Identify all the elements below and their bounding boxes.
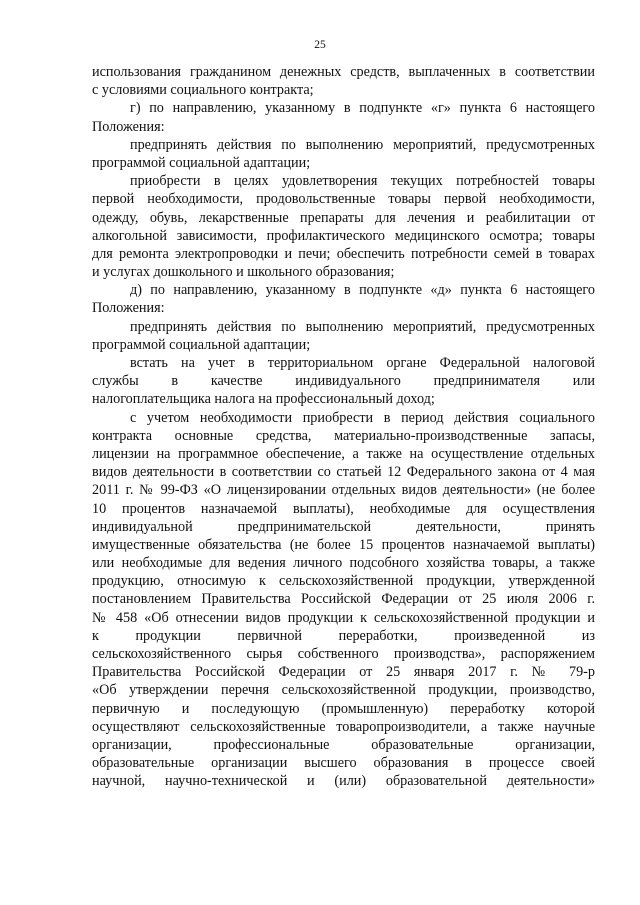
- document-body: [92, 63, 595, 791]
- page-number: 25: [314, 39, 326, 51]
- text-line: 2011 г. № 99-ФЗ «О лицензировании отдельных видов деятельности» (не более: [92, 482, 595, 499]
- text-line: предпринять действия по выполнению мероприятий, предусмотренных: [130, 318, 595, 335]
- text-line: контракта основные средства, материально-производственные запасы,: [92, 427, 595, 444]
- text-line: сельскохозяйственного сырья собственного производства», распоряжением: [92, 646, 595, 662]
- text-line: с учетом необходимости приобрести в период действия социального: [130, 409, 595, 426]
- text-line: и услугах дошкольного и школьного образования;: [92, 264, 395, 281]
- text-line: 10 процентов назначаемой выплаты), необходимые для осуществления: [92, 500, 595, 517]
- text-line: № 458 «Об отнесении видов продукции к сельскохозяйственной продукции и: [92, 609, 595, 626]
- text-line: предпринять действия по выполнению мероприятий, предусмотренных: [130, 136, 595, 153]
- text-line: индивидуальной предпринимательской деятельности, принять: [92, 518, 595, 535]
- text-line: «Об утверждении перечня сельскохозяйственной продукции, производство,: [92, 682, 595, 699]
- text-line: к продукции первичной переработки, произведенной из: [92, 627, 595, 644]
- text-line: программой социальной адаптации;: [92, 336, 311, 353]
- text-line: алкогольной зависимости, профилактического медицинского осмотра; товары: [92, 227, 595, 244]
- text-line: службы в качестве индивидуального предпринимателя или: [92, 373, 595, 390]
- text-line: осуществляют сельскохозяйственные товаропроизводители, а также научные: [92, 718, 595, 735]
- text-line: одежду, обувь, лекарственные препараты для лечения и реабилитации от: [92, 209, 595, 226]
- text-line: с условиями социального контракта;: [92, 82, 314, 99]
- text-line: налогоплательщика налога на профессиональный доход;: [92, 391, 435, 408]
- text-line: использования гражданином денежных средств, выплаченных в соответствии: [92, 64, 595, 80]
- text-line: г) по направлению, указанному в подпункте «г» пункта 6 настоящего: [130, 100, 595, 117]
- text-line: продукцию, относимую к сельскохозяйственной продукции, утвержденной: [92, 573, 595, 590]
- text-line: видов деятельности в соответствии со статьей 12 Федерального закона от 4 мая: [92, 464, 595, 481]
- text-line: образовательные организации высшего образования в процессе своей: [92, 755, 595, 772]
- text-line: приобрести в целях удовлетворения текущих потребностей товары: [130, 173, 595, 190]
- text-line: первой необходимости, продовольственные товары первой необходимости,: [92, 191, 595, 208]
- text-line: постановлением Правительства Российской Федерации от 25 июля 2006 г.: [92, 591, 595, 608]
- text-line: для ремонта электропроводки и печи; обеспечить потребности семей в товарах: [92, 245, 595, 262]
- text-line: Правительства Российской Федерации от 25 января 2017 г. № 79-р: [92, 664, 595, 681]
- text-line: лицензии на программное обеспечение, а также на осуществление отдельных: [92, 445, 595, 462]
- text-line: или необходимые для ведения личного подсобного хозяйства товары, а также: [92, 555, 595, 572]
- text-line: научной, научно-технической и (или) образовательной деятельности»: [92, 773, 595, 790]
- text-line: программой социальной адаптации;: [92, 154, 311, 171]
- text-line: встать на учет в территориальном органе Федеральной налоговой: [130, 355, 595, 371]
- text-line: имущественные обязательства (не более 15 процентов назначаемой выплаты): [92, 536, 595, 553]
- text-line: Положения:: [92, 118, 165, 135]
- text-line: первичную и последующую (промышленную) переработку которой: [92, 700, 595, 717]
- text-line: д) по направлению, указанному в подпункте «д» пункта 6 настоящего: [130, 282, 595, 299]
- text-line: организации, профессиональные образовательные организации,: [92, 736, 595, 753]
- text-line: Положения:: [92, 300, 165, 317]
